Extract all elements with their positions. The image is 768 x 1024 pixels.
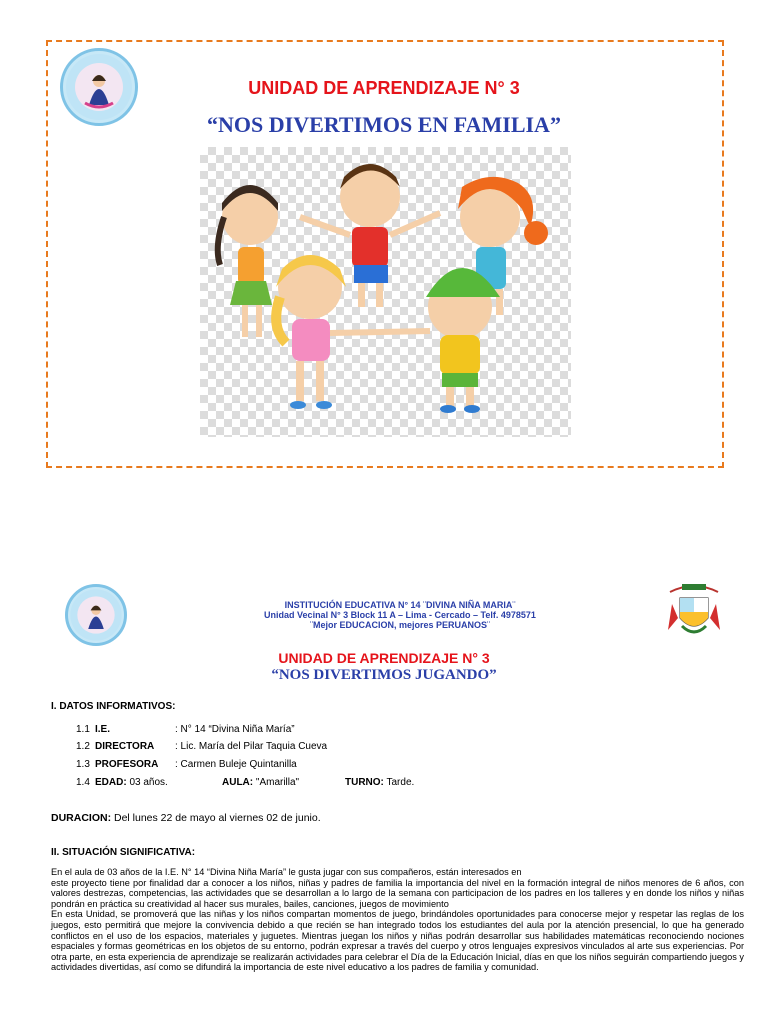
situacion-paragraph: este proyecto tiene por finalidad dar a conocer a los niños, niñas y padres de familia la importancia del nivel en la formación integral de niños menores de 6 años, con valores destrezas, competencias, las actividades que se desarrollan a lo largo de la semana con participacion de los padres en los talleres y en donde los niños y niñas pondrán en práctica su creatividad al hacer sus murales, bailes, canciones, juegos de movimiento: [51, 877, 744, 909]
datos-row-label: I.E.: [95, 724, 111, 735]
datos-row-value: : Carmen Buleje Quintanilla: [175, 759, 297, 770]
datos-row-value: : N° 14 “Divina Niña María”: [175, 724, 295, 735]
datos-row-value: : Lic. María del Pilar Taquia Cueva: [175, 741, 328, 752]
edad-label: EDAD:: [95, 777, 127, 788]
cover-subtitle: “NOS DIVERTIMOS EN FAMILIA”: [207, 112, 561, 137]
header-school-logo-icon: [65, 584, 127, 646]
unit-subtitle: “NOS DIVERTIMOS JUGANDO”: [271, 667, 497, 683]
datos-row-num: 1.2: [76, 741, 90, 752]
datos-row-label: DIRECTORA: [95, 741, 155, 752]
situacion-heading: II. SITUACIÓN SIGNIFICATIVA:: [51, 847, 196, 858]
datos-row-num: 1.1: [76, 724, 90, 735]
institution-address: Unidad Vecinal N° 3 Block 11 A – Lima - Cercado – Telf. 4978571: [264, 610, 536, 620]
duracion-label: DURACION:: [51, 812, 112, 824]
institution-motto: ¨Mejor EDUCACION, mejores PERUANOS¨: [309, 620, 491, 630]
situacion-paragraph: En esta Unidad, se promoverá que las niñas y los niños compartan momentos de juego, brindándoles oportunidades para conocerse mejor y respetar las reglas de los juegos, esto permitirá que mejore la convivencia debido a que recién se han integrado todos los estudiantes del aula por la atención presencial, lo que ha generado conflictos en el uso de los espacios, materiales y juguetes. Mientras juegan los niños y niñas podrán desarrollar sus habilidades matemáticas reconociendo nociones espaciales y formas geométricas en los objetos de su entorno, podrán expresar a través del cuerpo y otros lenguajes expresivos vinculados al arte sus experiencias. Por otra parte, en esta experiencia de aprendizaje se realizarán actividades para celebrar el Día de la Educación Inicial, días en que los niños seguirán compartiendo juegos y actividades divertidas, así como se difundirá la importancia de este nivel educativo a los padres de familia y comunidad.: [51, 909, 744, 973]
datos-row-label: PROFESORA: [95, 759, 159, 770]
edad-value: 03 años.: [126, 777, 168, 788]
unit-title: UNIDAD DE APRENDIZAJE N° 3: [278, 650, 490, 666]
edad-field: [95, 777, 168, 788]
situacion-text: [51, 867, 744, 973]
children-playing-icon: [200, 147, 571, 437]
datos-heading: I. DATOS INFORMATIVOS:: [51, 701, 176, 712]
duracion-line: [51, 812, 321, 824]
aula-label: AULA:: [222, 777, 254, 788]
aula-field: [222, 777, 299, 788]
turno-label: TURNO:: [345, 777, 384, 788]
aula-value: "Amarilla": [253, 777, 300, 788]
peru-coat-of-arms-icon: [664, 578, 724, 640]
situacion-paragraph: En el aula de 03 años de la I.E. N° 14 “Divina Niña María” le gusta jugar con sus compañeros, están interesados en: [51, 867, 522, 877]
datos-row-num: 1.3: [76, 759, 90, 770]
datos-row-num: 1.4: [76, 777, 90, 788]
duracion-value: Del lunes 22 de mayo al viernes 02 de junio.: [111, 812, 321, 824]
turno-field: [345, 777, 414, 788]
turno-value: Tarde.: [383, 777, 415, 788]
cover-title: UNIDAD DE APRENDIZAJE N° 3: [248, 78, 520, 98]
institution-name: INSTITUCIÓN EDUCATIVA N° 14 ¨DIVINA NIÑA MARIA¨: [284, 600, 516, 610]
